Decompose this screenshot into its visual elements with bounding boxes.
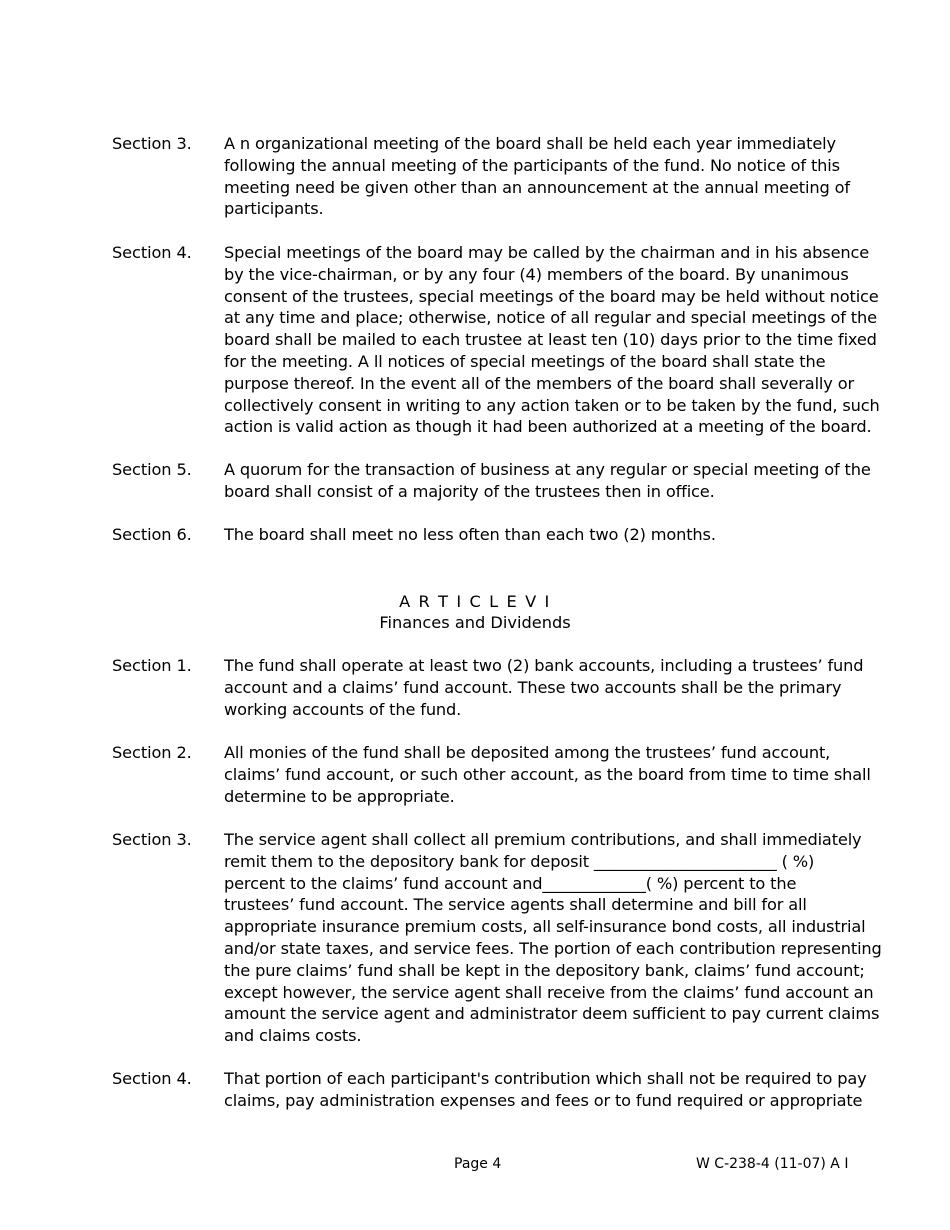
section-body (224, 133, 850, 220)
form-code: W C-238-4 (11-07) A I (696, 1156, 849, 1172)
text-line: appropriate insurance premium costs, all self-insurance bond costs, all industrial (224, 917, 866, 937)
page-number: Page 4 (454, 1156, 502, 1172)
article-title: A R T I C L E V I (399, 592, 551, 611)
section-body (224, 242, 880, 438)
text-line: the pure claims’ fund shall be kept in the depository bank, claims’ fund account; (224, 960, 865, 980)
text-line: account and a claims’ fund account. These two accounts shall be the primary (224, 677, 842, 697)
text-line: claims’ fund account, or such other account, as the board from time to time shall (224, 764, 871, 784)
text-line: That portion of each participant's contribution which shall not be required to pay (224, 1069, 867, 1088)
text-line: All monies of the fund shall be deposited among the trustees’ fund account, (224, 743, 831, 762)
section-label: Section 4. (112, 243, 192, 262)
section-label: Section 3. (112, 830, 192, 849)
text-line: and claims costs. (224, 1026, 362, 1046)
article-subtitle: Finances and Dividends (379, 613, 571, 632)
section-label: Section 6. (112, 525, 192, 544)
text-line: and/or state taxes, and service fees. The portion of each contribution representing (224, 938, 882, 958)
section-body (224, 1068, 867, 1112)
text-line: action is valid action as though it had been authorized at a meeting of the board. (224, 417, 872, 437)
section-body (224, 655, 864, 720)
text-line: for the meeting. A ll notices of special meetings of the board shall state the (224, 351, 826, 371)
text-line: A quorum for the transaction of business at any regular or special meeting of the (224, 460, 871, 479)
section-label: Section 2. (112, 743, 192, 762)
section-label: Section 3. (112, 134, 192, 153)
text-line: percent to the claims’ fund account and_____________( %) percent to the (224, 873, 797, 893)
section-body (224, 524, 844, 546)
section-label: Section 4. (112, 1069, 192, 1088)
text-line: The board shall meet no less often than each two (2) months. (224, 525, 716, 544)
section-label: Section 1. (112, 656, 192, 675)
text-line: board shall be mailed to each trustee at least ten (10) days prior to the time fixed (224, 330, 877, 350)
text-line: remit them to the depository bank for deposit _______________________ ( %) (224, 851, 815, 871)
text-line: participants. (224, 199, 324, 219)
text-line: board shall consist of a majority of the trustees then in office. (224, 481, 715, 501)
text-line: meeting need be given other than an announcement at the annual meeting of (224, 177, 850, 197)
text-line: collectively consent in writing to any action taken or to be taken by the fund, such (224, 395, 880, 415)
text-line: following the annual meeting of the participants of the fund. No notice of this (224, 155, 840, 175)
text-line: except however, the service agent shall receive from the claims’ fund account an (224, 982, 874, 1002)
text-line: determine to be appropriate. (224, 786, 455, 806)
section-body (224, 459, 871, 503)
text-line: The service agent shall collect all premium contributions, and shall immediately (224, 830, 862, 849)
text-line: claims, pay administration expenses and fees or to fund required or appropriate (224, 1090, 863, 1110)
text-line: trustees’ fund account. The service agents shall determine and bill for all (224, 895, 807, 915)
text-line: consent of the trustees, special meetings of the board may be held without notice (224, 286, 879, 306)
section-label: Section 5. (112, 460, 192, 479)
text-line: by the vice-chairman, or by any four (4) members of the board. By unanimous (224, 264, 849, 284)
text-line: amount the service agent and administrator deem sufficient to pay current claims (224, 1004, 880, 1024)
text-line: A n organizational meeting of the board shall be held each year immediately (224, 134, 836, 153)
text-line: The fund shall operate at least two (2) bank accounts, including a trustees’ fund (224, 656, 864, 675)
text-line: at any time and place; otherwise, notice of all regular and special meetings of the (224, 308, 877, 328)
text-line: purpose thereof. In the event all of the members of the board shall severally or (224, 373, 854, 393)
section-body (224, 829, 882, 1047)
section-body (224, 742, 871, 807)
text-line: working accounts of the fund. (224, 699, 462, 719)
text-line: Special meetings of the board may be called by the chairman and in his absence (224, 243, 870, 262)
